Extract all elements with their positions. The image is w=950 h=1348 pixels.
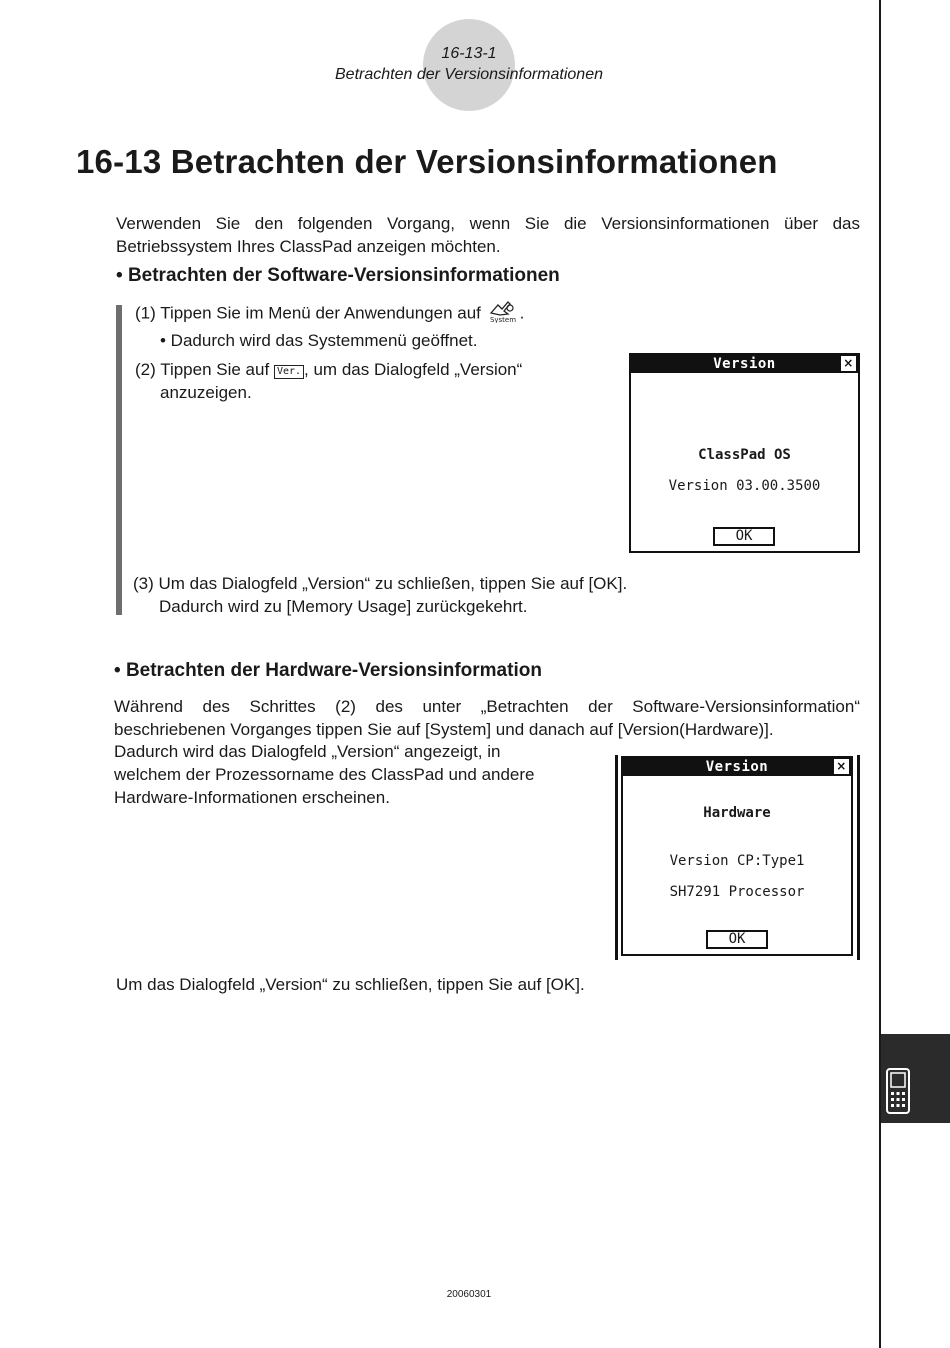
processor-name: SH7291 Processor	[669, 884, 805, 900]
step-2-text-a: (2) Tippen Sie auf	[135, 360, 270, 379]
intro-line-2: Betriebssystem Ihres ClassPad anzeigen möchten.	[116, 237, 501, 256]
os-version: Version 03.00.3500	[668, 478, 821, 494]
dialog-titlebar	[623, 758, 851, 776]
hardware-line-4: welchem der Prozessorname des ClassPad und andere	[114, 765, 535, 784]
ok-button[interactable]: OK	[706, 930, 768, 949]
step-2-cont: anzuzeigen.	[160, 383, 252, 402]
step-bar	[116, 305, 122, 615]
chapter-tab	[881, 1034, 950, 1123]
page-number: 16-13-1	[441, 45, 497, 62]
bullet: •	[116, 265, 123, 286]
step-3-cont: Dadurch wird zu [Memory Usage] zurückgekehrt.	[159, 597, 528, 616]
version-dialog-hardware	[621, 756, 853, 956]
software-heading-text: Betrachten der Software-Versionsinformationen	[127, 265, 560, 286]
hardware-heading-text: Betrachten der Hardware-Versionsinformation	[125, 660, 542, 681]
intro-line-1: Verwenden Sie den folgenden Vorgang, wenn Sie die Versionsinformationen über das	[116, 214, 860, 233]
calculator-icon	[885, 1068, 911, 1119]
hardware-heading	[114, 660, 542, 682]
page-title: 16-13 Betrachten der Versionsinformationen	[76, 143, 778, 180]
system-app-icon[interactable]	[486, 299, 520, 329]
hardware-line-1: Während des Schrittes (2) des unter „Betrachten der Software-Versionsinformation“	[114, 697, 860, 716]
step-3: (3) Um das Dialogfeld „Version“ zu schließen, tippen Sie auf [OK].	[133, 574, 628, 593]
close-icon[interactable]: ×	[834, 759, 849, 774]
hardware-line-5: Hardware-Informationen erscheinen.	[114, 788, 390, 807]
hardware-closing: Um das Dialogfeld „Version“ zu schließen, tippen Sie auf [OK].	[116, 975, 585, 994]
software-heading	[116, 265, 560, 287]
version-dialog-software	[629, 353, 860, 553]
hardware-version: Version CP:Type1	[669, 853, 805, 869]
dialog-title: Version	[705, 759, 769, 775]
step-2-text-b: , um das Dialogfeld „Version“	[304, 360, 523, 379]
page-header-subtitle: Betrachten der Versionsinformationen	[335, 66, 603, 83]
footer-code: 20060301	[446, 1289, 492, 1300]
step-1-note: • Dadurch wird das Systemmenü geöffnet.	[160, 331, 478, 350]
ok-button[interactable]: OK	[713, 527, 775, 546]
hardware-line-3: Dadurch wird das Dialogfeld „Version“ angezeigt, in	[114, 742, 501, 761]
close-icon[interactable]: ×	[841, 356, 856, 371]
step-2	[135, 358, 522, 381]
dialog-titlebar	[631, 355, 858, 373]
dialog-title: Version	[713, 356, 776, 372]
hardware-label: Hardware	[703, 805, 771, 821]
hardware-line-2: beschriebenen Vorganges tippen Sie auf [System] und danach auf [Version(Hardware)].	[114, 720, 774, 739]
bullet: •	[114, 660, 121, 681]
os-name: ClassPad OS	[698, 447, 791, 463]
ver-key-icon[interactable]: Ver.	[274, 365, 304, 379]
step-1-end: .	[519, 303, 525, 323]
system-icon-label: System	[489, 316, 516, 323]
header-circle	[423, 19, 515, 111]
step-1	[135, 299, 524, 329]
margin-rule	[879, 0, 881, 1348]
step-1-text: (1) Tippen Sie im Menü der Anwendungen auf	[135, 303, 481, 323]
